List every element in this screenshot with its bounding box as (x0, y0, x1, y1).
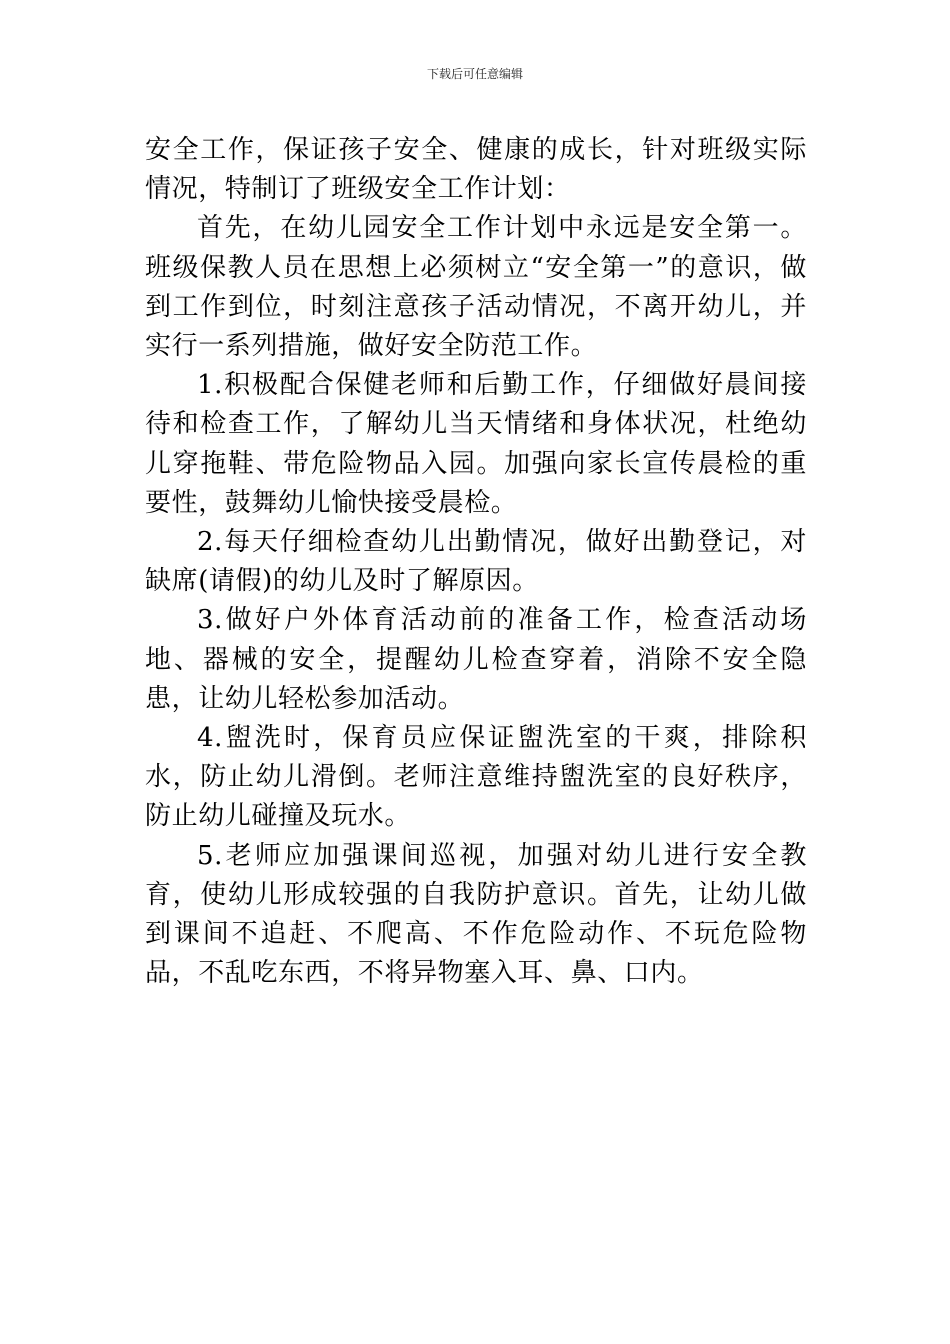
paragraph-item-2: 2.每天仔细检查幼儿出勤情况，做好出勤登记，对缺席(请假)的幼儿及时了解原因。 (145, 527, 807, 597)
document-body (145, 131, 807, 993)
paragraph-item-5: 5.老师应加强课间巡视，加强对幼儿进行安全教育，使幼儿形成较强的自我防护意识。首先，让幼儿做到课间不追赶、不爬高、不作危险动作、不玩危险物品，不乱吃东西，不将异物塞入耳、鼻、口内。 (145, 840, 807, 989)
paragraph-intro-continued: 安全工作，保证孩子安全、健康的成长，针对班级实际情况，特制订了班级安全工作计划： (145, 135, 807, 205)
page-header-note: 下载后可任意编辑 (426, 67, 523, 81)
paragraph-safety-first: 首先，在幼儿园安全工作计划中永远是安全第一。班级保教人员在思想上必须树立“安全第一”的意识，做到工作到位，时刻注意孩子活动情况，不离开幼儿，并实行一系列措施，做好安全防范工作。 (145, 213, 807, 362)
paragraph-item-4: 4.盥洗时，保育员应保证盥洗室的干爽，排除积水，防止幼儿滑倒。老师注意维持盥洗室的良好秩序，防止幼儿碰撞及玩水。 (145, 723, 807, 832)
paragraph-item-1: 1.积极配合保健老师和后勤工作，仔细做好晨间接待和检查工作，了解幼儿当天情绪和身体状况，杜绝幼儿穿拖鞋、带危险物品入园。加强向家长宣传晨检的重要性，鼓舞幼儿愉快接受晨检。 (145, 370, 807, 518)
paragraph-item-3: 3.做好户外体育活动前的准备工作，检查活动场地、器械的安全，提醒幼儿检查穿着，消除不安全隐患，让幼儿轻松参加活动。 (145, 605, 807, 714)
